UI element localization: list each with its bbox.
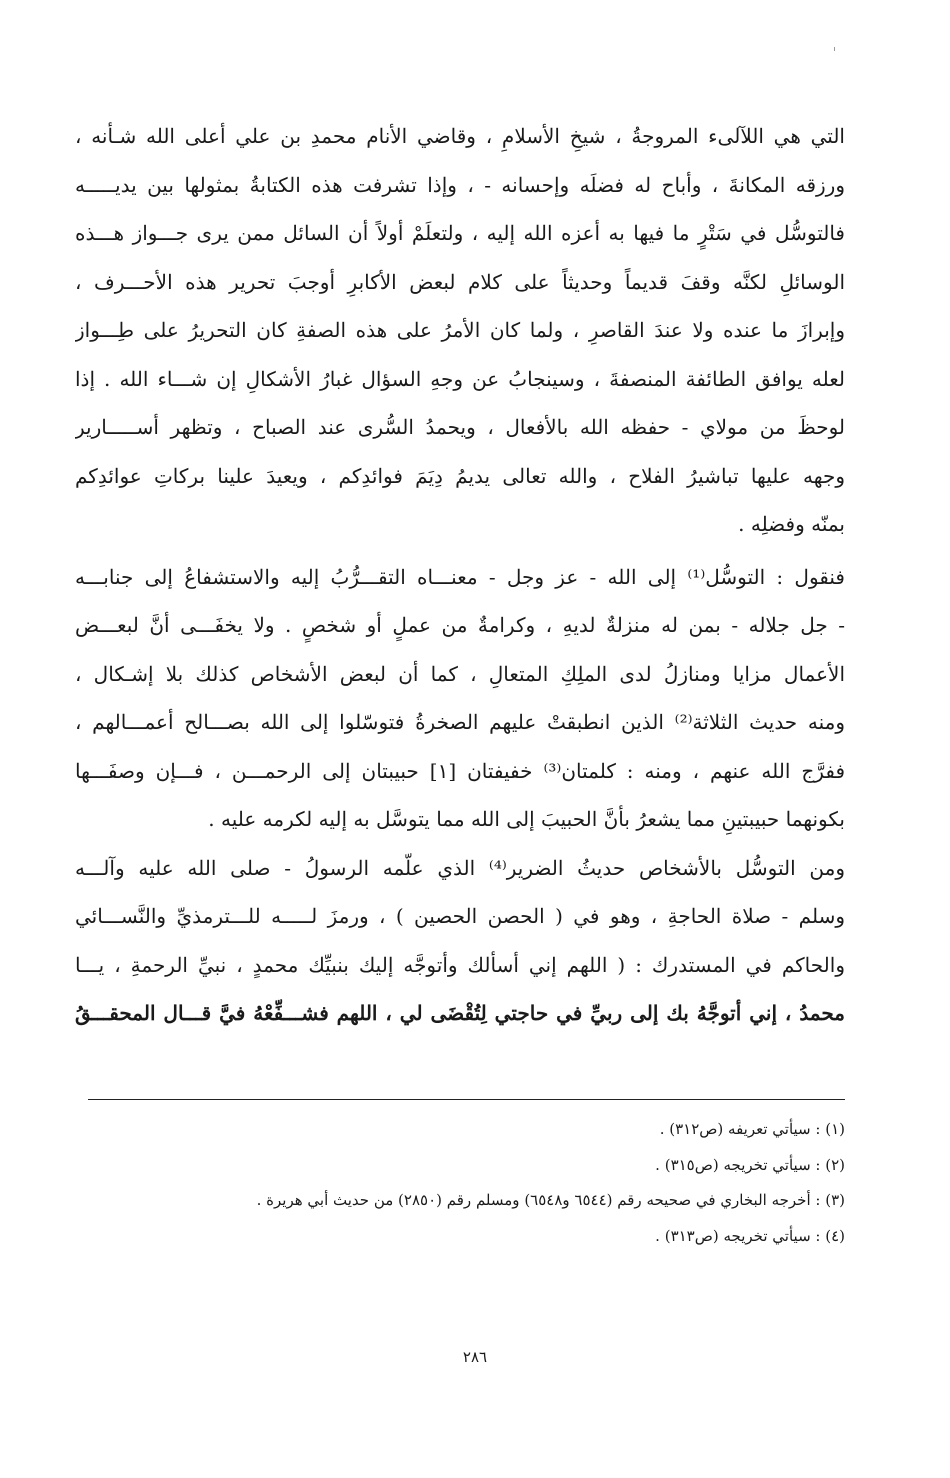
- footnote: (٣) : أخرجه البخاري في صحيحه رقم (٦٥٤٤ و٦٥٤٨) ومسلم رقم (٢٨٥٠) من حديث أبي هريرة .: [256, 1191, 845, 1209]
- footnote: (١) : سيأتي تعريفه (ص٣١٢) .: [659, 1120, 845, 1138]
- text-line: ورزقه المكانةَ ، وأباح له فضلَه وإحسانه - ، وإذا تشرفت هذه الكتابةُ بمثولها بين يديـــــه: [75, 172, 845, 197]
- text-line: ومن التوسُّل بالأشخاص حديثُ الضرير⁽⁴⁾ الذي علّمه الرسولُ - صلى الله عليه وآلـــه: [75, 855, 845, 880]
- text-line: لوحظَ من مولاي - حفظه الله بالأفعال ، ويحمدُ السُّرى عند الصباح ، وتظهر أســـــارير: [75, 415, 845, 439]
- text-line: والحاكم في المستدرك : ( اللهم إني أسألك وأتوجَّه إليك بنبيِّك محمدٍ ، نبيِّ الرحمةِ ، يـــا: [75, 952, 845, 977]
- scan-mark: [834, 47, 835, 51]
- text-line: الأعمال مزايا ومنازلُ لدى الملِكِ المتعالِ ، كما أن لبعض الأشخاص كذلك بلا إشـكال ،: [75, 661, 845, 686]
- text-line: الوسائلِ لكنَّه وقفَ قديماً وحديثاً على كلام لبعض الأكابرِ أوجبَ تحرير هذه الأحـــرف ،: [75, 269, 845, 294]
- footnote: (٢) : سيأتي تخريجه (ص٣١٥) .: [655, 1155, 845, 1174]
- text-line: فالتوسُّل في سَتْرٍ ما فيها به أعزه الله إليه ، ولتعلَمْ أولاً أن السائل ممن يرى جـــواز هـــذه: [75, 221, 845, 245]
- text-line: لعله يوافق الطائفة المنصفةَ ، وسينجابُ عن وجهِ السؤال غبارُ الأشكالِ إن شـــاء الله . إذا: [75, 366, 845, 391]
- text-line: ومنه حديث الثلاثة⁽²⁾ الذين انطبقتْ عليهم الصخرةُ فتوسّلوا إلى الله بصـــالح أعمـــالهم ،: [75, 710, 845, 734]
- text-line: بمنّه وفضلِه .: [738, 512, 845, 536]
- text-line: ففرَّج الله عنهم ، ومنه : كلمتان⁽³⁾ خفيفتان [١] حبيبتان إلى الرحمـــن ، فـــإن وصفَـــها: [75, 758, 845, 783]
- footnotes: [75, 1112, 845, 1254]
- text-line: بكونهما حبيبتينِ مما يشعرُ بأنَّ الحبيبَ إلى الله مما يتوسَّل به إليه لكرمه عليه .: [208, 807, 845, 831]
- text-line: وسلم - صلاة الحاجةِ ، وهو في ( الحصن الحصين ) ، ورمزَ لـــــه للـــترمذيِّ والنَّســـائي: [75, 904, 845, 928]
- text-line: محمدُ ، إني أتوجَّهُ بك إلى ربيِّ في حاجتي لِتُقْضَى لي ، اللهم فشـــفِّعْهُ فيَّ قـــال المحقـــقُ: [75, 1001, 845, 1025]
- page-number: ٢٨٦: [462, 1348, 488, 1366]
- text-line: فنقول : التوسُّل⁽¹⁾ إلى الله - عز وجل - معنـــاه التقـــرُّبُ إليه والاستشفاعُ إلى جنابـــه: [75, 564, 845, 589]
- footnote: (٤) : سيأتي تخريجه (ص٣١٣) .: [655, 1226, 845, 1245]
- text-line: وجهه عليها تباشيرُ الفلاح ، والله تعالى يديمُ دِيَمَ فوائدِكم ، ويعيدَ علينا بركاتِ عوائدِكم: [75, 463, 845, 488]
- text-line: التي هي اللآلىء المروجةُ ، شيخِ الأسلامِ ، وقاضي الأنام محمدِ بن علي أعلى الله شـأنه ،: [75, 124, 845, 148]
- body-text: [75, 112, 845, 1038]
- footnote-divider: [88, 1099, 845, 1100]
- text-line: - جل جلاله - بمن له منزلةٌ لديهِ ، وكرامةٌ من عملٍ أو شخصٍ . ولا يخفَـــى أنَّ لبعـــض: [75, 613, 845, 637]
- text-line: وإبرازَ ما عنده ولا عندَ القاصرِ ، ولما كان الأمرُ على هذه الصفةِ كان التحريرُ على طِـــواز: [75, 318, 845, 342]
